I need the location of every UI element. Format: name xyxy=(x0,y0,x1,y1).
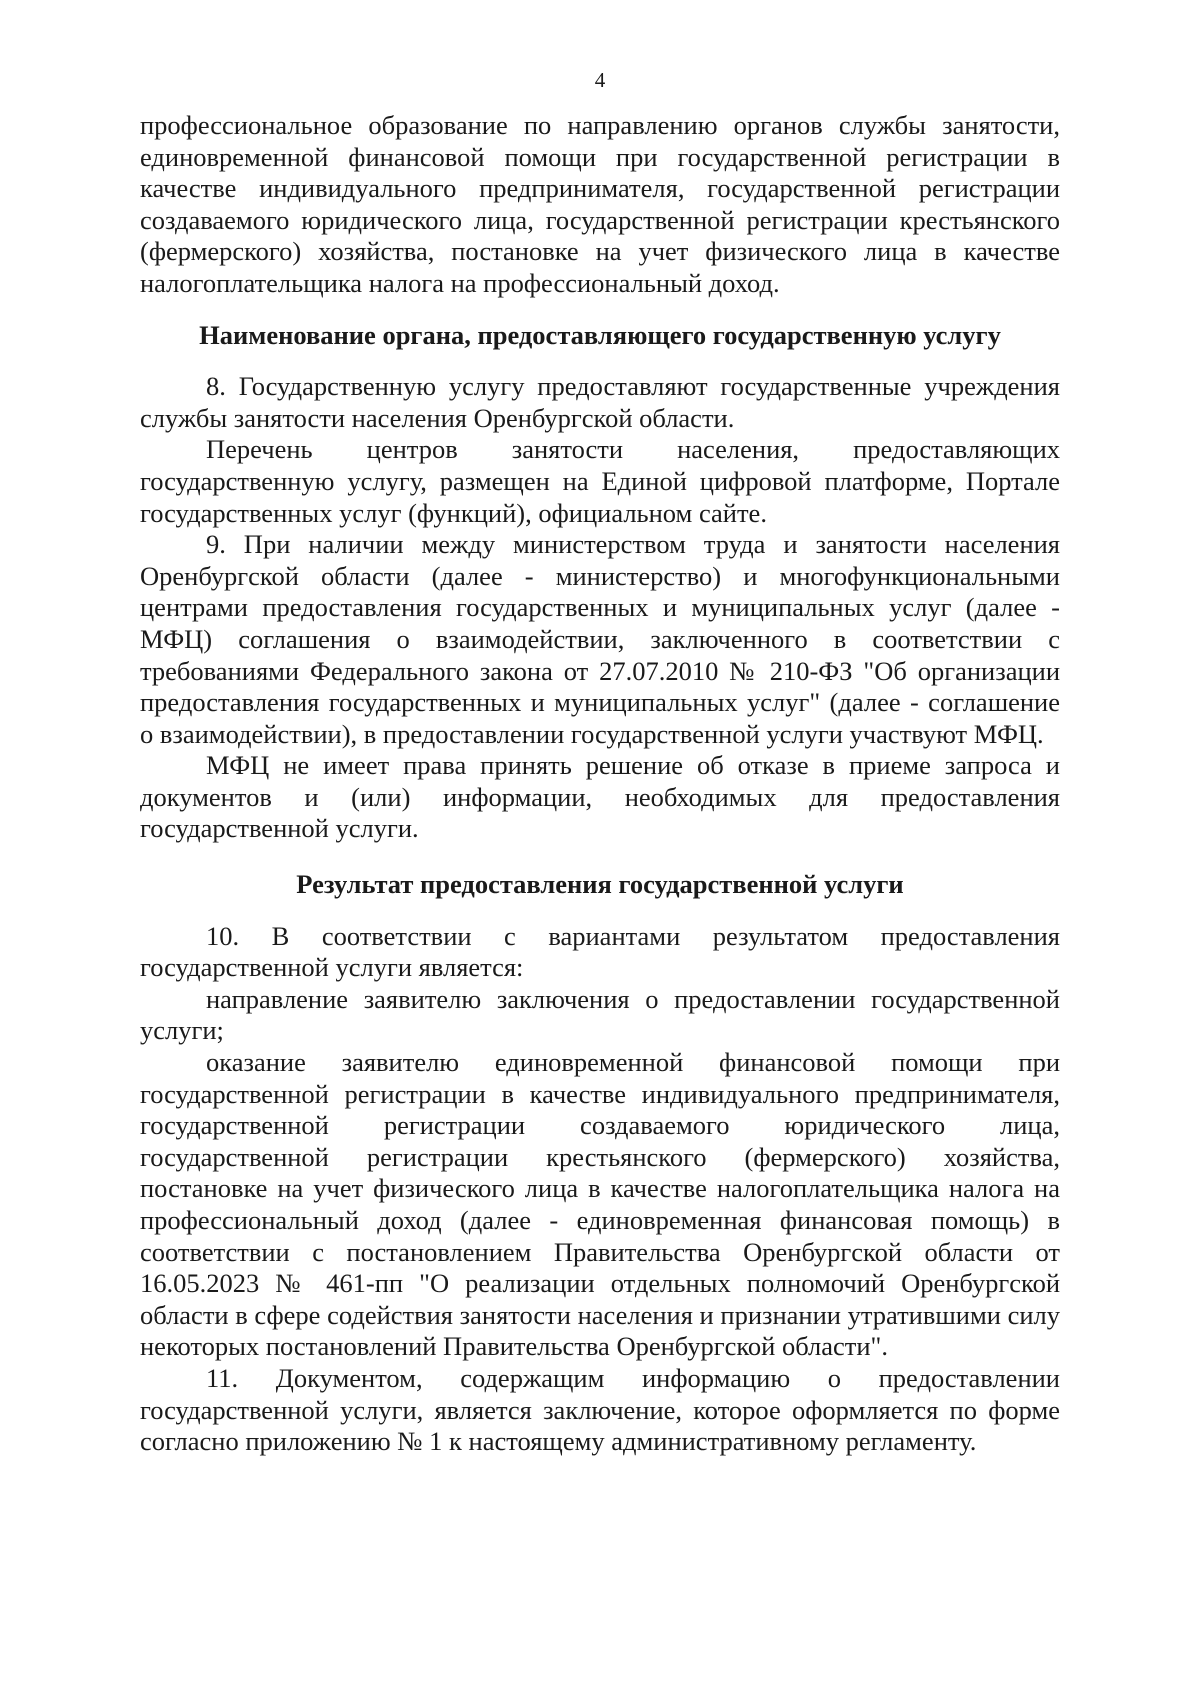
section-heading-authority: Наименование органа, предоставляющего государственную услугу xyxy=(199,319,1001,350)
paragraph-result-conclusion: направление заявителю заключения о предоставлении государственной услуги; xyxy=(140,983,1060,1046)
paragraph-centers-list: Перечень центров занятости населения, предоставляющих государственную услугу, размещен на Единой цифровой платформе, Портале государственных услуг (функций), официальном сайте. xyxy=(140,434,1060,528)
paragraph-item-10: 10. В соответствии с вариантами результатом предоставления государственной услуги является: xyxy=(140,920,1060,983)
document-body xyxy=(140,110,1060,1458)
section-heading-result: Результат предоставления государственной услуги xyxy=(296,869,904,900)
paragraph-result-financial-aid: оказание заявителю единовременной финансовой помощи при государственной регистрации в качестве индивидуального предпринимателя, государственной регистрации создаваемого юридического лица, государственной регистрации крестьянского (фермерского) хозяйства, постановке на учет физического лица в качестве налогоплательщика налога на профессиональный доход (далее - единовременная финансовая помощь) в соответствии с постановлением Правительства Оренбургской области от 16.05.2023 № 461-пп "О реализации отдельных полномочий Оренбургской области в сфере содействия занятости населения и признании утратившими силу некоторых постановлений Правительства Оренбургской области". xyxy=(140,1047,1060,1362)
paragraph-item-11: 11. Документом, содержащим информацию о предоставлении государственной услуги, является заключение, которое оформляется по форме согласно приложению № 1 к настоящему административному регламенту. xyxy=(140,1362,1060,1457)
page-number: 4 xyxy=(594,68,606,92)
paragraph-mfc-rights: МФЦ не имеет права принять решение об отказе в приеме запроса и документов и (или) информации, необходимых для предоставления государственной услуги. xyxy=(140,750,1060,844)
paragraph-continuation: профессиональное образование по направлению органов службы занятости, единовременной финансовой помощи при государственной регистрации в качестве индивидуального предпринимателя, государственной регистрации создаваемого юридического лица, государственной регистрации крестьянского (фермерского) хозяйства, постановке на учет физического лица в качестве налогоплательщика налога на профессиональный доход. xyxy=(140,110,1060,298)
paragraph-item-9: 9. При наличии между министерством труда и занятости населения Оренбургской области (далее - министерство) и многофункциональными центрами предоставления государственных и муниципальных услуг (далее - МФЦ) соглашения о взаимодействии, заключенного в соответствии с требованиями Федерального закона от 27.07.2010 № 210-ФЗ "Об организации предоставления государственных и муниципальных услуг" (далее - соглашение о взаимодействии), в предоставлении государственной услуги участвуют МФЦ. xyxy=(140,529,1060,749)
paragraph-item-8: 8. Государственную услугу предоставляют государственные учреждения службы занятости населения Оренбургской области. xyxy=(140,371,1060,433)
